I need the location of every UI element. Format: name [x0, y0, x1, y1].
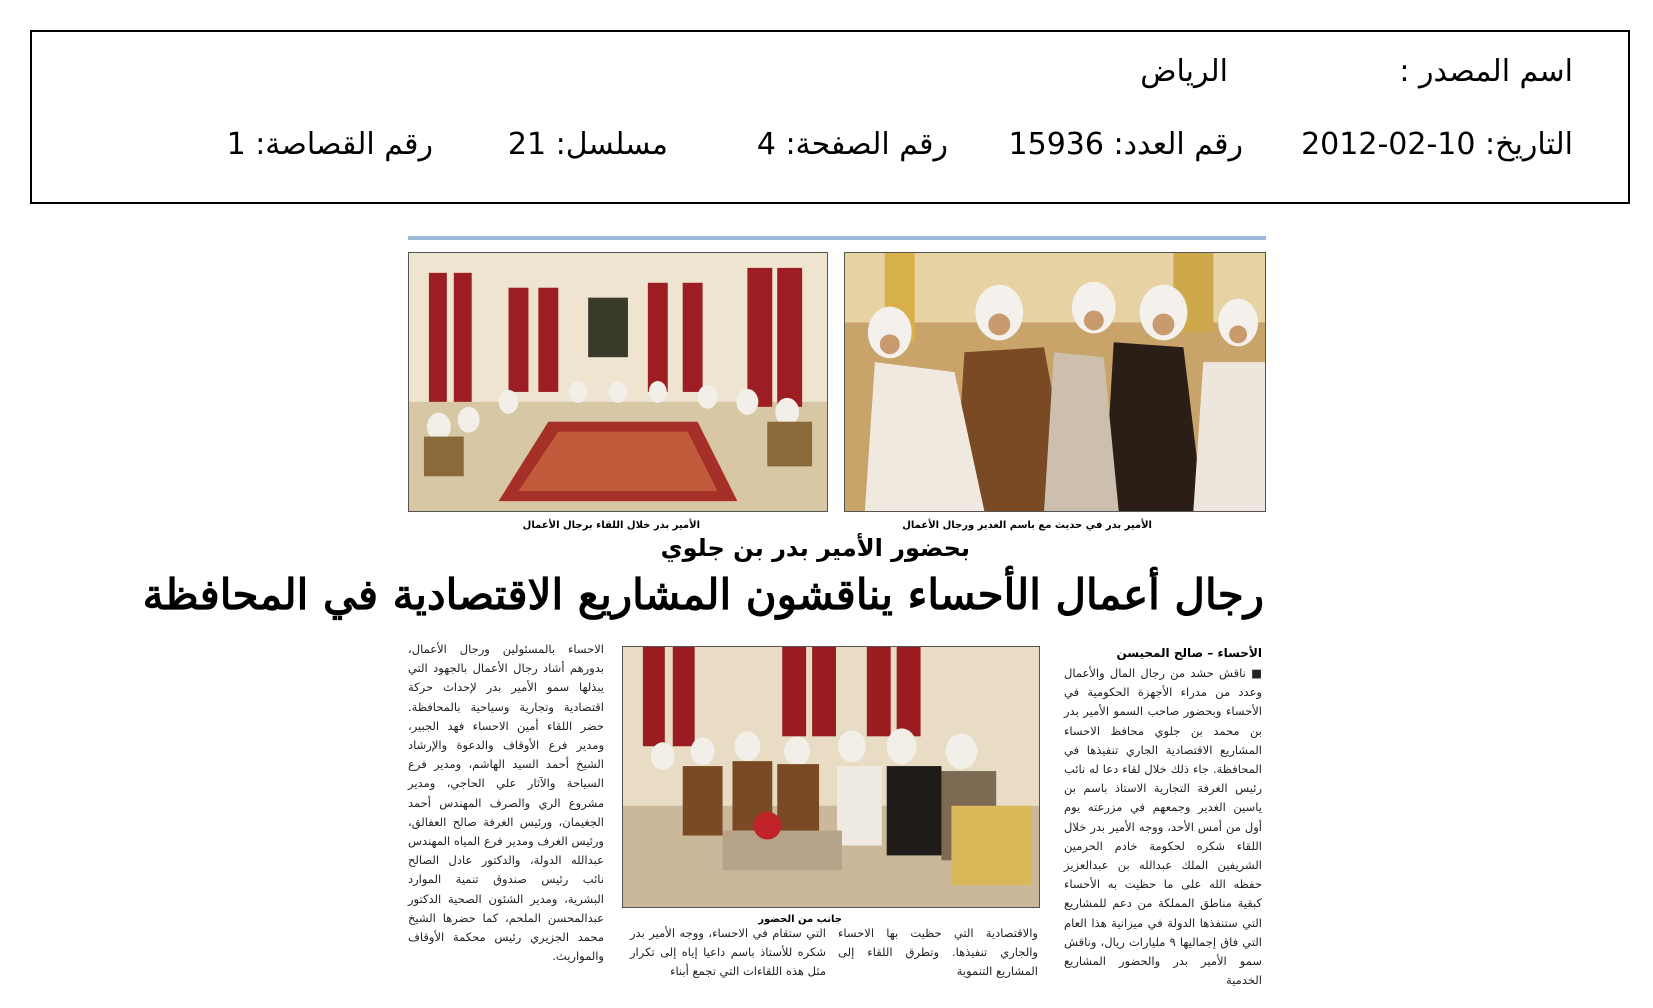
- source-value: الرياض: [1140, 54, 1228, 89]
- article-column-bottom-1: [838, 924, 1038, 984]
- article-kicker: بحضور الأمير بدر بن جلوي: [660, 534, 970, 562]
- newspaper-clipping: [142, 236, 1270, 990]
- serial-field: مسلسل: 21: [507, 127, 668, 162]
- clip-number-field: رقم القصاصة: 1: [226, 127, 433, 162]
- document-metadata-box: [30, 30, 1630, 204]
- issue-number-field: رقم العدد: 15936: [1008, 127, 1243, 162]
- article-column-left: [408, 640, 604, 980]
- photo-caption-2: الأمير بدر خلال اللقاء برجال الأعمال: [522, 520, 700, 531]
- date-field: التاريخ: 10-02-2012: [1301, 127, 1573, 162]
- article-text: والاقتصادية التي حظيت بها الاحساء والجاري تنفيذها. وتطرق اللقاء إلى المشاريع التنموية: [838, 926, 1038, 979]
- top-rule: [408, 236, 1266, 240]
- photo-caption-3: جانب من الحضور: [758, 914, 842, 925]
- article-column-bottom-2: [630, 924, 826, 984]
- source-label: اسم المصدر :: [1399, 54, 1573, 89]
- article-text: ■ ناقش حشد من رجال المال والأعمال وعدد من مدراء الأجهزة الحكومية في الأحساء وبحضور صاحب السمو الأمير بدر بن محمد بن جلوي محافظ الاحساء المشاريع الاقتصادية الجاري تنفيذها في المحافظة. جاء ذلك خلال لقاء دعا له نائب رئيس الغرفة التجارية الاستاذ باسم بن ياسين الغدير وجمعهم في مزرعته يوم أول من أمس الأحد، ووجه الأمير بدر خلال اللقاء شكره لحكومة خادم الحرمين الشريفين الملك عبدالله بن عبدالعزيز حفظه الله على ما حظيت به الأحساء كبقية مناطق المملكة من دعم للمشاريع التي ستنفذها الدولة في ميزانية هذا العام التي فاق إجماليها ٩ مليارات ريال، وناقش سمو الأمير بدر والحضور المشاريع الخدمية: [1064, 666, 1262, 988]
- photo-prince-with-businessmen: [844, 252, 1266, 512]
- article-text: الاحساء بالمسئولين ورجال الأعمال، بدورهم أشاد رجال الأعمال بالجهود التي يبذلها سمو الأمير بدر لإحداث حركة اقتصادية وتجارية وسياحية بالمحافظة. حضر اللقاء أمين الاحساء فهد الجبير، ومدير فرع الأوقاف والدعوة والإرشاد الشيخ أحمد السيد الهاشم، ومدير فرع السياحة والآثار علي الحاجي، ومدير مشروع الري والصرف المهندس أحمد الجغيمان، ورئيس الغرفة صالح العفالق، ورئيس الغرف ومدير فرع المياه المهندس عبدالله الدولة، والدكتور عادل الصالح نائب رئيس صندوق تنمية الموارد البشرية، ومدير الشئون الصحية الدكتور عبدالمحسن الملحم، كما حضرها الشيخ محمد الجزيري رئيس محكمة الأوقاف والمواريث.: [408, 642, 604, 964]
- article-headline: رجال أعمال الأحساء يناقشون المشاريع الاقتصادية في المحافظة: [142, 570, 1264, 619]
- article-text: التي ستقام في الاحساء، ووجه الأمير بدر شكره للأستاذ باسم داعيا إياه إلى تكرار مثل هذه اللقاءات التي تجمع أبناء: [630, 926, 826, 979]
- article-byline: الأحساء – صالح المحيسن: [1116, 646, 1262, 660]
- photo-meeting-hall: [408, 252, 828, 512]
- article-column-right: [1064, 664, 1262, 988]
- photo-caption-1: الأمير بدر في حديث مع باسم الغدير ورجال الأعمال: [902, 520, 1152, 531]
- page-number-field: رقم الصفحة: 4: [756, 127, 948, 162]
- photo-attendees: [622, 646, 1040, 908]
